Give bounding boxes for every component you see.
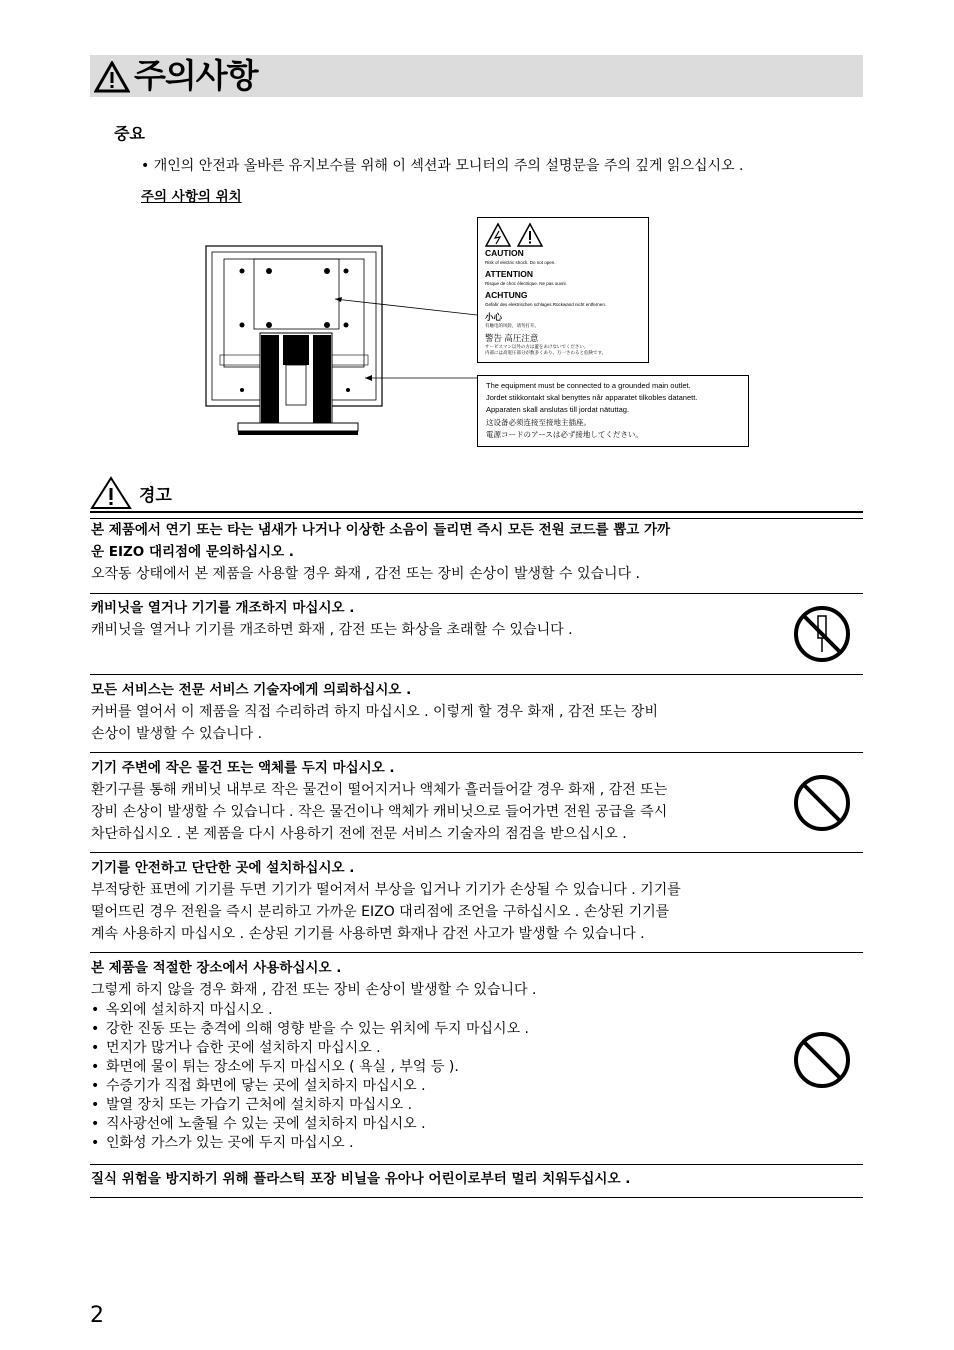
section-title: 기기를 안전하고 단단한 곳에 설치하십시오 . (91, 860, 355, 876)
ground-line: Apparaten skall anslutas till jordat nätuttag. (486, 405, 630, 414)
important-heading: 중요 (114, 124, 145, 143)
section-body: 커버를 열어서 이 제품을 직접 수리하려 하지 마십시오 . 이렇게 할 경우 화재 , 감전 또는 장비 (91, 704, 658, 720)
list-item: • 발열 장치 또는 가습기 근처에 설치하지 마십시오 . (91, 1096, 771, 1115)
section-title: 본 제품에서 연기 또는 타는 냄새가 나거나 이상한 소음이 들리면 즉시 모든 전원 코드를 뽑고 가까 (91, 522, 671, 538)
list-item: • 인화성 가스가 있는 곳에 두지 마십시오 . (91, 1134, 771, 1153)
ground-line: 这设备必须连接至接地主插座。 (486, 418, 591, 427)
ground-line: The equipment must be connected to a grounded main outlet. (486, 381, 691, 390)
section-body: 환기구를 통해 캐비닛 내부로 작은 물건이 떨어지거나 액체가 흘러들어갈 경우 화재 , 감전 또는 (91, 782, 668, 798)
attention-heading: ATTENTION (485, 269, 534, 279)
warning-heading: 경고 (139, 486, 172, 506)
cn-heading: 小心 (485, 312, 503, 322)
ground-label (477, 375, 749, 447)
list-item: • 옥외에 설치하지 마십시오 . (91, 1001, 771, 1020)
divider (90, 1197, 863, 1198)
warning-section-cabinet (91, 597, 771, 641)
warning-section-location (91, 957, 771, 1153)
section-body: 부적당한 표면에 기기를 두면 기기가 떨어져서 부상을 입거나 기기가 손상될 수 있습니다 . 기기를 (91, 882, 681, 898)
list-item: • 화면에 물이 튀는 장소에 두지 마십시오 ( 욕실 , 부엌 등 ). (91, 1058, 771, 1077)
achtung-heading: ACHTUNG (485, 290, 528, 300)
caution-heading: CAUTION (485, 248, 524, 258)
ground-line: Jordet stikkontakt skal benyttes når apparatet tilkobles datanett. (486, 393, 698, 402)
page-number: 2 (90, 1303, 104, 1328)
section-body: 오작동 상태에서 본 제품을 사용할 경우 화재 , 감전 또는 장비 손상이 발생할 수 있습니다 . (91, 566, 640, 582)
section-title: 질식 위험을 방지하기 위해 플라스틱 포장 비닐을 유아나 어린이로부터 멀리 치워두십시오 . (91, 1171, 631, 1187)
caution-symbols-icon (484, 222, 546, 248)
list-item: • 직사광선에 노출될 수 있는 곳에 설치하지 마십시오 . (91, 1115, 771, 1134)
warning-triangle-icon (90, 476, 132, 510)
warning-section-install (91, 857, 781, 945)
warning-double-rule (90, 511, 863, 519)
warning-section-plastic (91, 1168, 851, 1190)
ground-line: 電源コードのアースは必ず接地してください。 (486, 430, 643, 439)
divider (90, 1164, 863, 1165)
caution-sub: Risk of electric shock. Do not open. (485, 260, 556, 265)
divider (90, 674, 863, 675)
divider (90, 952, 863, 953)
divider (90, 752, 863, 753)
section-title: 운 EIZO 대리점에 문의하십시오 . (91, 544, 294, 560)
jp-sub-1: サービスマン以外の方は蓋をあけないでください。 (485, 344, 589, 349)
section-body: 차단하십시오 . 본 제품을 다시 사용하기 전에 전문 서비스 기술자의 점검을 받으십시오 . (91, 826, 627, 842)
prohibited-icon (792, 1030, 852, 1090)
section-title-bar (90, 55, 863, 97)
section-title: 캐비닛을 열거나 기기를 개조하지 마십시오 . (91, 600, 355, 616)
location-label: 주의 사항의 위치 (141, 189, 242, 205)
section-body: 장비 손상이 발생할 수 있습니다 . 작은 물건이나 액체가 캐비닛으로 들어가면 전원 공급을 즉시 (91, 804, 668, 820)
section-title: 기기 주변에 작은 물건 또는 액체를 두지 마십시오 . (91, 760, 395, 776)
warning-section-service (91, 679, 771, 745)
cn-sub: 有触电的风险，请勿打开。 (485, 323, 539, 328)
section-body: 손상이 발생할 수 있습니다 . (91, 726, 263, 742)
warning-section-smoke (91, 519, 771, 585)
list-item: • 강한 진동 또는 충격에 의해 영향 받을 수 있는 위치에 두지 마십시오 . (91, 1020, 771, 1039)
list-item: • 먼지가 많거나 습한 곳에 설치하지 마십시오 . (91, 1039, 771, 1058)
divider (90, 593, 863, 594)
section-title: 본 제품을 적절한 장소에서 사용하십시오 . (91, 960, 342, 976)
divider (90, 852, 863, 853)
jp-sub-2: 内部には高電圧部分が数多くあり、万一さわると危険です。 (485, 350, 607, 355)
section-body: 캐비닛을 열거나 기기를 개조하면 화재 , 감전 또는 화상을 초래할 수 있습니다 . (91, 622, 573, 638)
intro-bullet: • 개인의 안전과 올바른 유지보수를 위해 이 섹션과 모니터의 주의 설명문을 주의 깊게 읽으십시오 . (141, 158, 744, 174)
prohibited-icon (792, 773, 852, 833)
location-list (91, 1001, 771, 1153)
page-title: 주의사항 (134, 56, 258, 95)
list-item: • 수증기가 직접 화면에 닿는 곳에 설치하지 마십시오 . (91, 1077, 771, 1096)
section-body: 그렇게 하지 않을 경우 화재 , 감전 또는 장비 손상이 발생할 수 있습니다 . (91, 982, 537, 998)
warning-section-objects (91, 757, 771, 845)
achtung-sub: Gefahr des elektrischen schlages.Rückwand nicht entfernen. (485, 302, 607, 307)
attention-sub: Risque de choc électrique. Ne pas ouvrir. (485, 281, 568, 286)
section-body: 계속 사용하지 마십시오 . 손상된 기기를 사용하면 화재나 감전 사고가 발생할 수 있습니다 . (91, 926, 645, 942)
warning-triangle-icon (94, 61, 130, 93)
section-title: 모든 서비스는 전문 서비스 기술자에게 의뢰하십시오 . (91, 682, 412, 698)
monitor-rear-diagram (200, 215, 490, 445)
section-body: 떨어뜨린 경우 전원을 즉시 분리하고 가까운 EIZO 대리점에 조언을 구하십시오 . 손상된 기기를 (91, 904, 670, 920)
jp-heading: 警告 高圧注意 (485, 333, 539, 343)
no-disassembly-icon (792, 604, 852, 664)
caution-label (477, 217, 649, 363)
